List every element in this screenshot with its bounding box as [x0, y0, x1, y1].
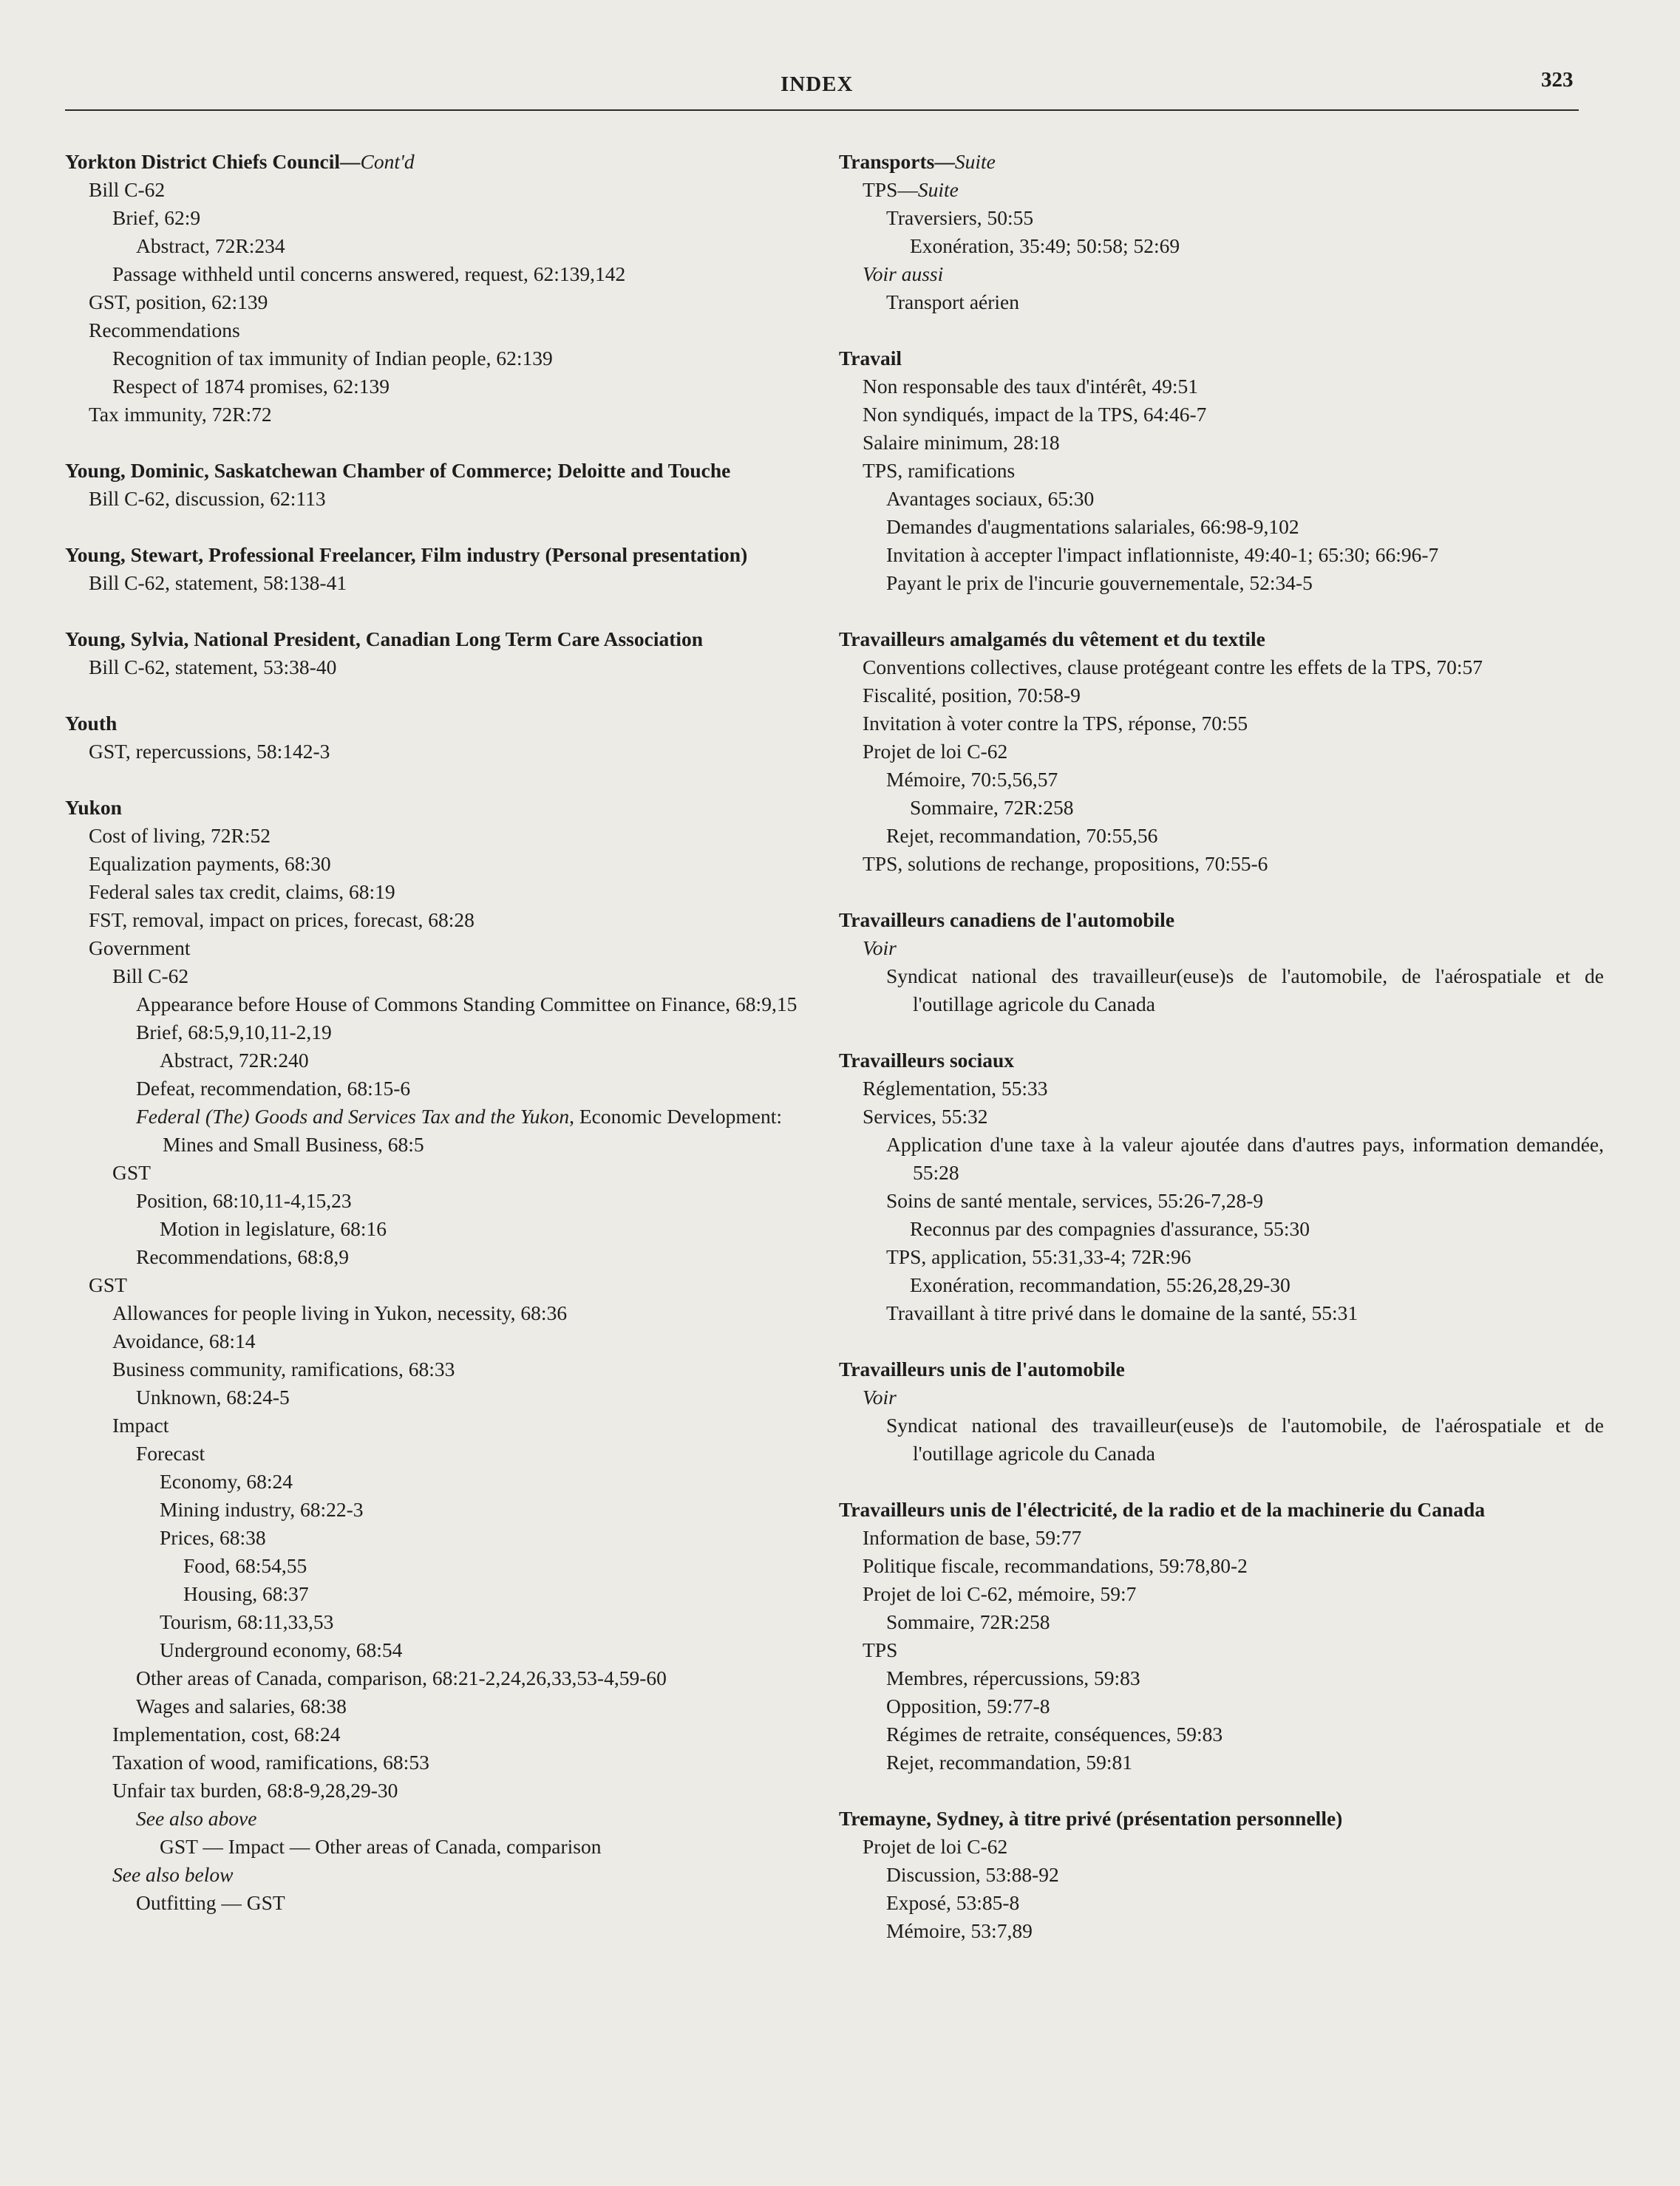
index-entry-young-dominic	[65, 457, 823, 513]
subentry: Underground economy, 68:54	[160, 1638, 403, 1661]
entry-heading: Travailleurs amalgamés du vêtement et du textile	[839, 627, 1265, 650]
subentry: Tourism, 68:11,33,53	[160, 1610, 334, 1633]
subentry: Régimes de retraite, conséquences, 59:83	[886, 1723, 1223, 1746]
entry-heading: Travailleurs sociaux	[839, 1049, 1015, 1072]
header-rule	[65, 109, 1579, 111]
subentry: Politique fiscale, recommandations, 59:78,80-2	[863, 1554, 1248, 1577]
subentry: Salaire minimum, 28:18	[863, 431, 1060, 454]
entry-heading: Yorkton District Chiefs Council—Cont'd	[65, 150, 415, 173]
index-entry-unis-electricite	[839, 1496, 1604, 1777]
subentry: Projet de loi C-62, mémoire, 59:7	[863, 1582, 1137, 1605]
subentry: Soins de santé mentale, services, 55:26-7,28-9	[886, 1189, 1264, 1212]
entry-heading: Travailleurs unis de l'électricité, de la radio et de la machinerie du Canada	[839, 1498, 1486, 1521]
subentry: TPS, solutions de rechange, propositions, 70:55-6	[863, 852, 1268, 875]
subentry: Invitation à accepter l'impact inflationniste, 49:40-1; 65:30; 66:96-7	[886, 543, 1439, 566]
subentry: Allowances for people living in Yukon, necessity, 68:36	[112, 1301, 568, 1324]
subentry: Services, 55:32	[863, 1105, 988, 1128]
subentry: Prices, 68:38	[160, 1526, 266, 1549]
subentry: GST	[112, 1161, 151, 1184]
subentry: Opposition, 59:77-8	[886, 1695, 1050, 1717]
index-entry-canadiens-automobile	[839, 906, 1604, 1018]
subentry: Taxation of wood, ramifications, 68:53	[112, 1751, 429, 1774]
subentry: FST, removal, impact on prices, forecast, 68:28	[89, 908, 475, 931]
subentry: Motion in legislature, 68:16	[160, 1217, 387, 1240]
subentry: Reconnus par des compagnies d'assurance, 55:30	[910, 1217, 1310, 1240]
index-entry-unis-automobile	[839, 1355, 1604, 1468]
subentry: Bill C-62, statement, 58:138-41	[89, 571, 347, 594]
entry-heading: Travailleurs unis de l'automobile	[839, 1358, 1125, 1380]
subentry: Sommaire, 72R:258	[886, 1610, 1050, 1633]
subentry: Cost of living, 72R:52	[89, 824, 271, 847]
subentry: Bill C-62, statement, 53:38-40	[89, 656, 337, 678]
entry-heading: Tremayne, Sydney, à titre privé (présentation personnelle)	[839, 1807, 1343, 1830]
subentry: GST, repercussions, 58:142-3	[89, 740, 330, 763]
subentry: TPS, ramifications	[863, 459, 1016, 482]
subentry: Projet de loi C-62	[863, 740, 1008, 763]
subentry: Brief, 62:9	[112, 206, 201, 229]
subentry: Information de base, 59:77	[863, 1526, 1082, 1549]
entry-heading: Young, Sylvia, National President, Canadian Long Term Care Association	[65, 627, 704, 650]
cross-reference-label: See also below	[112, 1863, 234, 1886]
right-column	[839, 148, 1604, 1973]
subentry: Housing, 68:37	[183, 1582, 309, 1605]
subentry: Tax immunity, 72R:72	[89, 403, 272, 426]
index-entry-travail	[839, 344, 1604, 597]
subentry: Membres, répercussions, 59:83	[886, 1666, 1140, 1689]
subentry: Abstract, 72R:234	[136, 234, 285, 257]
index-entry-young-sylvia	[65, 625, 823, 681]
subentry: Equalization payments, 68:30	[89, 852, 331, 875]
subentry: Recommendations, 68:8,9	[136, 1245, 349, 1268]
cross-reference-label: Voir	[863, 936, 897, 959]
subentry: Fiscalité, position, 70:58-9	[863, 684, 1081, 706]
index-entry-yorkton	[65, 148, 823, 429]
subentry: Recommendations	[89, 319, 240, 341]
cross-reference-label: Voir aussi	[863, 262, 944, 285]
cross-reference: Syndicat national des travailleur(euse)s de l'automobile, de l'aérospatiale et de l'outillage agricole du Canada	[886, 1414, 1604, 1465]
subentry: Forecast	[136, 1442, 205, 1465]
subentry: Discussion, 53:88-92	[886, 1863, 1059, 1886]
subentry: Mémoire, 53:7,89	[886, 1919, 1033, 1942]
subentry: Unfair tax burden, 68:8-9,28,29-30	[112, 1779, 398, 1802]
subentry: Exposé, 53:85-8	[886, 1891, 1020, 1914]
subentry: Réglementation, 55:33	[863, 1077, 1048, 1100]
index-entry-yukon	[65, 794, 823, 1917]
subentry: Recognition of tax immunity of Indian people, 62:139	[112, 347, 553, 370]
subentry: Impact	[112, 1414, 169, 1437]
subentry: Mémoire, 70:5,56,57	[886, 768, 1058, 791]
subentry: Position, 68:10,11-4,15,23	[136, 1189, 352, 1212]
subentry: TPS—Suite	[863, 178, 959, 201]
entry-heading: Transports—Suite	[839, 150, 996, 173]
left-column	[65, 148, 823, 1945]
subentry: Food, 68:54,55	[183, 1554, 307, 1577]
page-number: 323	[1541, 68, 1574, 92]
subentry: Rejet, recommandation, 59:81	[886, 1751, 1132, 1774]
subentry: Travaillant à titre privé dans le domaine de la santé, 55:31	[886, 1301, 1358, 1324]
subentry: Conventions collectives, clause protégeant contre les effets de la TPS, 70:57	[863, 656, 1483, 678]
entry-heading: Youth	[65, 712, 118, 735]
cross-reference: Transport aérien	[886, 290, 1019, 313]
subentry: GST	[89, 1273, 127, 1296]
index-entry-amalgames	[839, 625, 1604, 878]
entry-heading: Travailleurs canadiens de l'automobile	[839, 908, 1175, 931]
subentry: TPS, application, 55:31,33-4; 72R:96	[886, 1245, 1191, 1268]
entry-heading: Young, Dominic, Saskatchewan Chamber of Commerce; Deloitte and Touche	[65, 459, 731, 482]
subentry: Demandes d'augmentations salariales, 66:98-9,102	[886, 515, 1299, 538]
subentry: Passage withheld until concerns answered, request, 62:139,142	[112, 262, 626, 285]
subentry: Other areas of Canada, comparison, 68:21-2,24,26,33,53-4,59-60	[136, 1666, 667, 1689]
subentry: Bill C-62	[89, 178, 166, 201]
subentry: Brief, 68:5,9,10,11-2,19	[136, 1021, 332, 1043]
subentry: Avoidance, 68:14	[112, 1329, 256, 1352]
subentry: Implementation, cost, 68:24	[112, 1723, 341, 1746]
subentry: Avantages sociaux, 65:30	[886, 487, 1095, 510]
cross-reference: Syndicat national des travailleur(euse)s de l'automobile, de l'aérospatiale et de l'outillage agricole du Canada	[886, 964, 1604, 1015]
cross-reference: GST — Impact — Other areas of Canada, comparison	[160, 1835, 602, 1858]
index-entry-young-stewart	[65, 541, 823, 597]
subentry: TPS	[863, 1638, 898, 1661]
index-entry-sociaux	[839, 1046, 1604, 1327]
index-entry-youth	[65, 709, 823, 766]
cross-reference-label: See also above	[136, 1807, 257, 1830]
running-header: INDEX	[781, 72, 854, 96]
entry-heading: Travail	[839, 347, 902, 370]
entry-heading: Young, Stewart, Professional Freelancer, Film industry (Personal presentation)	[65, 543, 748, 566]
subentry: Non responsable des taux d'intérêt, 49:51	[863, 375, 1199, 398]
subentry: Wages and salaries, 68:38	[136, 1695, 347, 1717]
subentry: Rejet, recommandation, 70:55,56	[886, 824, 1158, 847]
subentry: Federal (The) Goods and Services Tax and the Yukon, Economic Development: Mines and Small Business, 68:5	[136, 1105, 782, 1156]
subentry: Government	[89, 936, 191, 959]
subentry: Exonération, 35:49; 50:58; 52:69	[910, 234, 1180, 257]
subentry: Traversiers, 50:55	[886, 206, 1034, 229]
subentry: Payant le prix de l'incurie gouvernementale, 52:34-5	[886, 571, 1313, 594]
subentry: Sommaire, 72R:258	[910, 796, 1074, 819]
entry-heading: Yukon	[65, 796, 122, 819]
subentry: Projet de loi C-62	[863, 1835, 1008, 1858]
subentry: Defeat, recommendation, 68:15-6	[136, 1077, 411, 1100]
publication-title: Federal (The) Goods and Services Tax and the Yukon	[136, 1105, 570, 1128]
index-entry-transports	[839, 148, 1604, 316]
subentry: Federal sales tax credit, claims, 68:19	[89, 880, 395, 903]
subentry: Application d'une taxe à la valeur ajoutée dans d'autres pays, information demandée, 55:28	[886, 1133, 1604, 1184]
cross-reference: Outfitting — GST	[136, 1891, 285, 1914]
subentry: Economy, 68:24	[160, 1470, 293, 1493]
subentry: Bill C-62, discussion, 62:113	[89, 487, 326, 510]
subentry: Non syndiqués, impact de la TPS, 64:46-7	[863, 403, 1207, 426]
subentry: Mining industry, 68:22-3	[160, 1498, 364, 1521]
subentry: Appearance before House of Commons Standing Committee on Finance, 68:9,15	[136, 992, 798, 1015]
subentry: Exonération, recommandation, 55:26,28,29-30	[910, 1273, 1290, 1296]
subentry: Invitation à voter contre la TPS, réponse, 70:55	[863, 712, 1248, 735]
subentry: Bill C-62	[112, 964, 189, 987]
subentry: Business community, ramifications, 68:33	[112, 1358, 455, 1380]
subentry: Unknown, 68:24-5	[136, 1386, 290, 1409]
subentry: Abstract, 72R:240	[160, 1049, 309, 1072]
subentry: GST, position, 62:139	[89, 290, 268, 313]
subentry: Respect of 1874 promises, 62:139	[112, 375, 390, 398]
cross-reference-label: Voir	[863, 1386, 897, 1409]
index-entry-tremayne	[839, 1805, 1604, 1945]
